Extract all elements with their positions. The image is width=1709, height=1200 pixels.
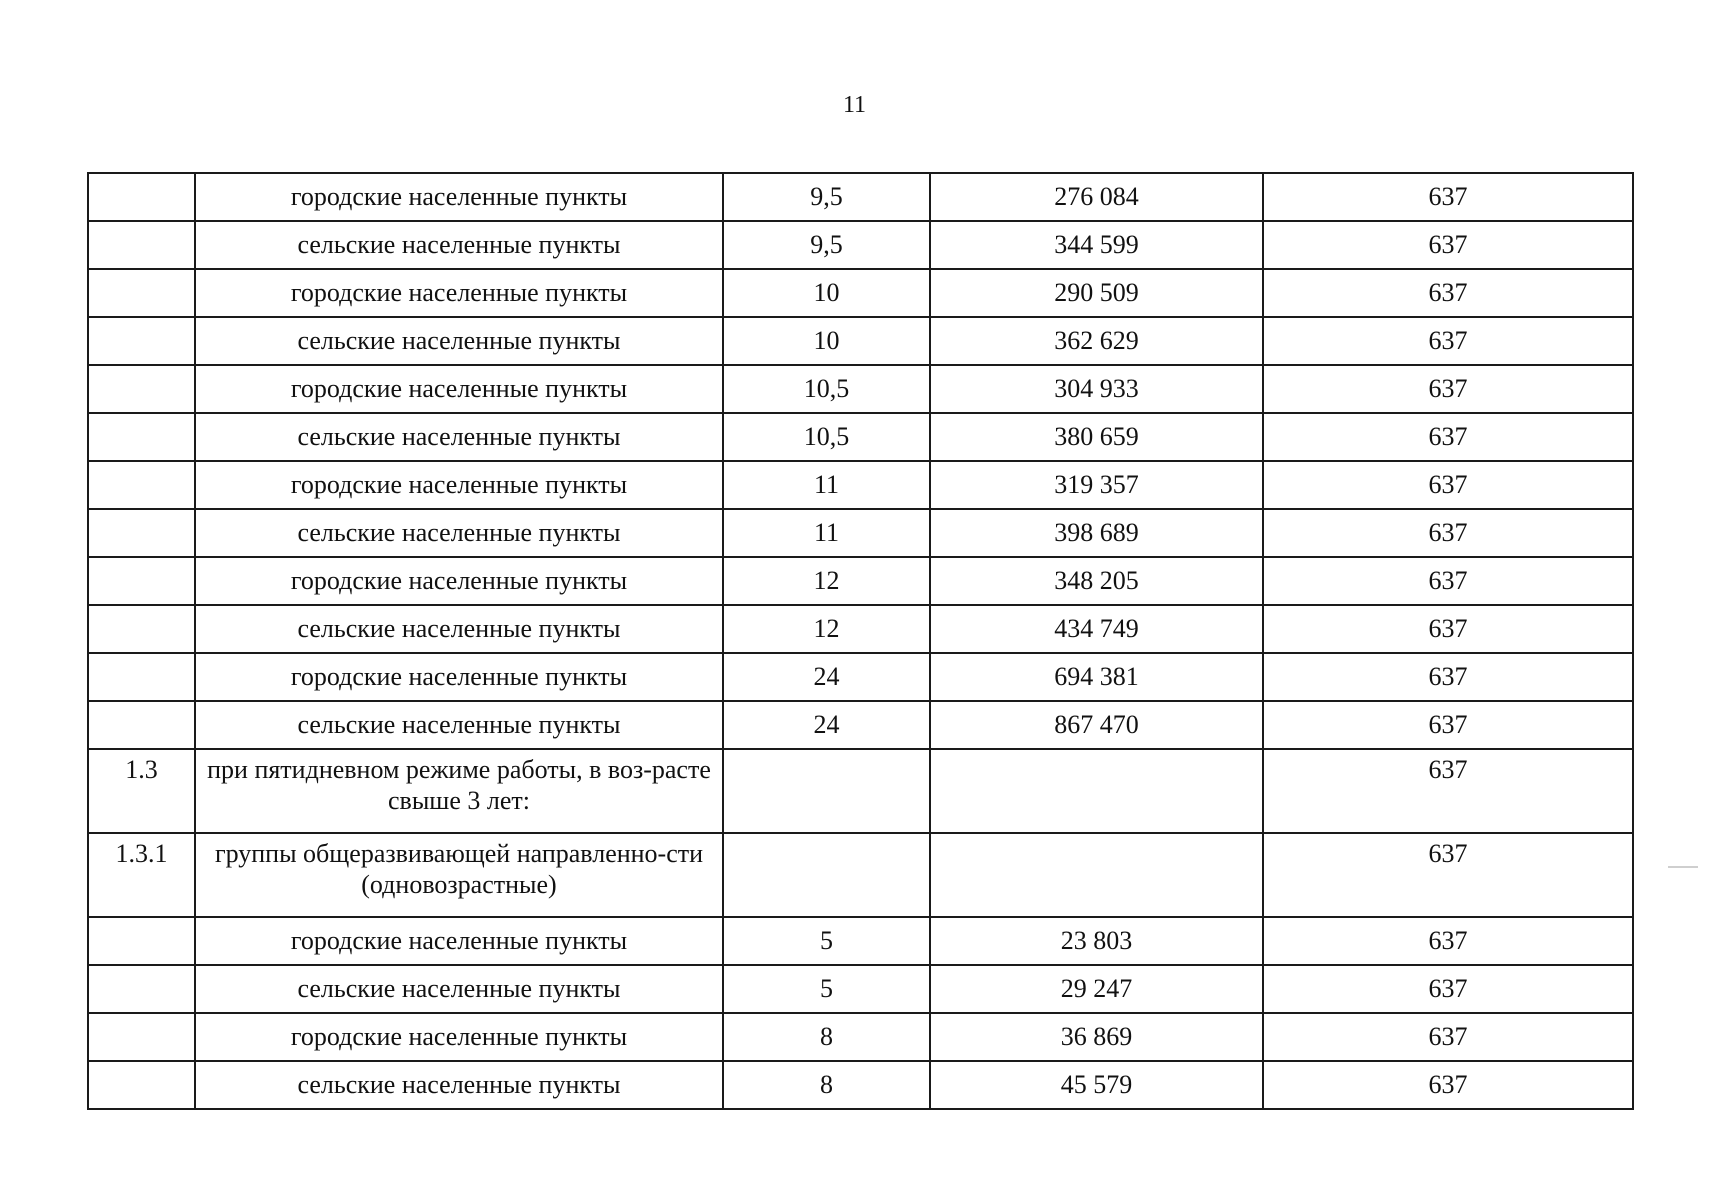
row-hours: 5: [723, 917, 930, 965]
section-row: [88, 833, 1633, 917]
row-amount: 276 084: [930, 173, 1263, 221]
row-hours: 10: [723, 269, 930, 317]
row-hours: 8: [723, 1061, 930, 1109]
row-code: [88, 269, 195, 317]
row-kbk: 637: [1263, 365, 1633, 413]
row-hours: 24: [723, 653, 930, 701]
row-kbk: 637: [1263, 557, 1633, 605]
table-row: [88, 557, 1633, 605]
row-label: городские населенные пункты: [195, 1013, 723, 1061]
row-kbk: 637: [1263, 509, 1633, 557]
row-hours: 11: [723, 461, 930, 509]
row-hours: 11: [723, 509, 930, 557]
row-hours: 10,5: [723, 413, 930, 461]
row-amount: 290 509: [930, 269, 1263, 317]
row-hours: 9,5: [723, 173, 930, 221]
row-hours: 9,5: [723, 221, 930, 269]
table-row: [88, 965, 1633, 1013]
row-amount: 29 247: [930, 965, 1263, 1013]
row-hours: 10: [723, 317, 930, 365]
row-kbk: 637: [1263, 413, 1633, 461]
row-amount: 362 629: [930, 317, 1263, 365]
row-label: сельские населенные пункты: [195, 1061, 723, 1109]
table-row: [88, 269, 1633, 317]
row-label: городские населенные пункты: [195, 917, 723, 965]
row-label: городские населенные пункты: [195, 269, 723, 317]
table-row: [88, 365, 1633, 413]
row-hours: 10,5: [723, 365, 930, 413]
row-code: [88, 413, 195, 461]
page-number: 11: [842, 92, 867, 118]
row-label: сельские населенные пункты: [195, 965, 723, 1013]
table-row: [88, 701, 1633, 749]
row-kbk: 637: [1263, 653, 1633, 701]
row-hours: 5: [723, 965, 930, 1013]
table-row: [88, 221, 1633, 269]
row-kbk: 637: [1263, 269, 1633, 317]
row-label: сельские населенные пункты: [195, 413, 723, 461]
row-label: сельские населенные пункты: [195, 605, 723, 653]
row-hours: 24: [723, 701, 930, 749]
row-amount: 36 869: [930, 1013, 1263, 1061]
row-amount: 304 933: [930, 365, 1263, 413]
row-code: [88, 317, 195, 365]
row-code: [88, 653, 195, 701]
row-amount: 398 689: [930, 509, 1263, 557]
table-row: [88, 653, 1633, 701]
table-row: [88, 509, 1633, 557]
row-hours: 12: [723, 557, 930, 605]
row-label: сельские населенные пункты: [195, 221, 723, 269]
row-kbk: 637: [1263, 605, 1633, 653]
row-amount: 694 381: [930, 653, 1263, 701]
row-label: городские населенные пункты: [195, 365, 723, 413]
tariff-table: [87, 172, 1634, 1110]
row-label: при пятидневном режиме работы, в воз-раcте свыше 3 лет:: [195, 749, 723, 833]
table-row: [88, 605, 1633, 653]
table-row: [88, 317, 1633, 365]
row-label: городские населенные пункты: [195, 461, 723, 509]
row-kbk: 637: [1263, 317, 1633, 365]
row-code: [88, 221, 195, 269]
row-code: [88, 173, 195, 221]
row-code: 1.3.1: [88, 833, 195, 917]
row-hours: [723, 749, 930, 833]
row-amount: 344 599: [930, 221, 1263, 269]
row-label: группы общеразвивающей направленно-сти (одновозрастные): [195, 833, 723, 917]
row-amount: 319 357: [930, 461, 1263, 509]
row-label: сельские населенные пункты: [195, 317, 723, 365]
row-label: сельские населенные пункты: [195, 701, 723, 749]
table-row: [88, 1061, 1633, 1109]
row-code: [88, 917, 195, 965]
row-amount: 45 579: [930, 1061, 1263, 1109]
row-code: [88, 461, 195, 509]
row-kbk: 637: [1263, 461, 1633, 509]
row-code: [88, 965, 195, 1013]
table-row: [88, 413, 1633, 461]
row-code: 1.3: [88, 749, 195, 833]
row-amount: 348 205: [930, 557, 1263, 605]
row-kbk: 637: [1263, 833, 1633, 917]
row-hours: 12: [723, 605, 930, 653]
row-kbk: 637: [1263, 1013, 1633, 1061]
row-hours: [723, 833, 930, 917]
row-code: [88, 701, 195, 749]
row-kbk: 637: [1263, 173, 1633, 221]
table-body: [88, 173, 1633, 1109]
row-kbk: 637: [1263, 749, 1633, 833]
row-code: [88, 509, 195, 557]
row-code: [88, 557, 195, 605]
row-code: [88, 1061, 195, 1109]
row-amount: 434 749: [930, 605, 1263, 653]
row-kbk: 637: [1263, 965, 1633, 1013]
table-row: [88, 173, 1633, 221]
row-code: [88, 365, 195, 413]
table-row: [88, 1013, 1633, 1061]
row-code: [88, 605, 195, 653]
row-kbk: 637: [1263, 221, 1633, 269]
scan-artifact: [1668, 866, 1698, 868]
row-label: городские населенные пункты: [195, 173, 723, 221]
row-label: городские населенные пункты: [195, 557, 723, 605]
row-label: сельские населенные пункты: [195, 509, 723, 557]
row-amount: [930, 749, 1263, 833]
row-amount: [930, 833, 1263, 917]
section-row: [88, 749, 1633, 833]
table-row: [88, 917, 1633, 965]
row-kbk: 637: [1263, 1061, 1633, 1109]
row-hours: 8: [723, 1013, 930, 1061]
row-code: [88, 1013, 195, 1061]
row-kbk: 637: [1263, 701, 1633, 749]
row-kbk: 637: [1263, 917, 1633, 965]
row-amount: 23 803: [930, 917, 1263, 965]
table-row: [88, 461, 1633, 509]
row-amount: 867 470: [930, 701, 1263, 749]
row-amount: 380 659: [930, 413, 1263, 461]
row-label: городские населенные пункты: [195, 653, 723, 701]
